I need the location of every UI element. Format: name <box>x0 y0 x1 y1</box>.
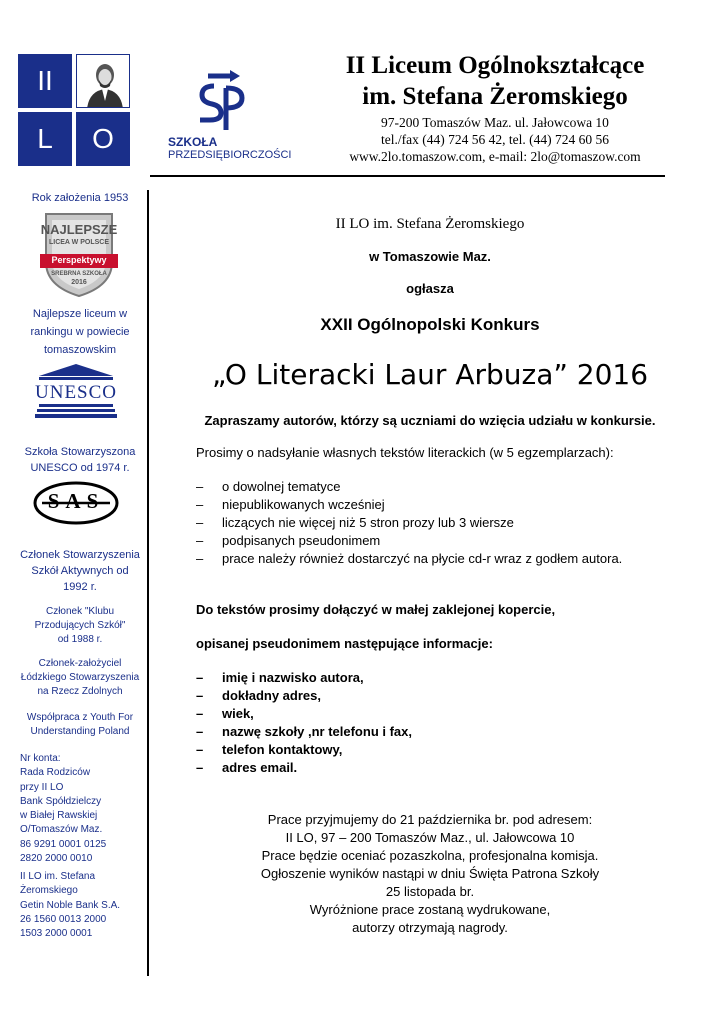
dash-bullet: – <box>196 688 204 703</box>
list-item: – liczących nie więcej niż 5 stron prozy lub 3 wiersze <box>196 515 514 530</box>
logo-letter-o: O <box>76 112 130 166</box>
list-item: – adres email. <box>196 760 298 775</box>
dash-bullet: – <box>196 497 204 512</box>
sas-text <box>18 547 142 595</box>
closing-line: Prace będzie oceniać pozaszkolna, profesjonalna komisja. <box>261 848 599 863</box>
closing-line: II LO, 97 – 200 Tomaszów Maz., ul. Jałowcowa 10 <box>285 830 575 845</box>
sp-logo-line1: SZKOŁA <box>168 135 218 149</box>
logo-letters-ii: II <box>18 54 72 108</box>
dash-bullet: – <box>196 760 204 775</box>
dash-bullet: – <box>196 742 204 757</box>
badge-line2: LICEA W POLSCE <box>48 239 110 246</box>
school-logo <box>18 54 130 166</box>
unesco-line1: Szkoła Stowarzyszona <box>24 446 136 458</box>
closing-line: Wyróżnione prace zostaną wydrukowane, <box>309 902 551 917</box>
account-line: Nr konta: <box>20 753 61 764</box>
account-line: 2820 2000 0010 <box>20 853 93 865</box>
list-item: – wiek, <box>196 706 254 721</box>
info-list <box>196 669 412 777</box>
account-line: Rada Rodziców <box>20 767 91 779</box>
dash-bullet: – <box>196 533 204 548</box>
list-item: – imię i nazwisko autora, <box>196 670 364 685</box>
list-item: – dokładny adres, <box>196 688 321 703</box>
badge-line5: 2016 <box>71 279 87 286</box>
logo-letter-l: L <box>18 112 72 166</box>
lodz-text <box>18 657 142 699</box>
lodz-line1: Członek-założyciel <box>38 658 122 669</box>
closing-info <box>150 811 710 937</box>
perspektywy-badge <box>34 208 124 300</box>
address-line2: tel./fax (44) 724 56 42, tel. (44) 724 60 56 <box>381 132 609 147</box>
account2-line: 1503 2000 0001 <box>20 928 93 940</box>
closing-line: autorzy otrzymają nagrody. <box>352 920 508 935</box>
closing-line: Ogłoszenie wyników nastąpi w dniu Święta Patrona Szkoły <box>260 866 600 881</box>
list-item: – o dowolnej tematyce <box>196 479 341 494</box>
requirements-list <box>196 478 622 568</box>
list-item: – podpisanych pseudonimem <box>196 533 381 548</box>
dash-bullet: – <box>196 706 204 721</box>
unesco-text <box>18 444 142 476</box>
club-line1: Członek "Klubu <box>45 606 115 617</box>
sas-label: SAS <box>47 489 105 513</box>
club-line3: od 1988 r. <box>57 634 103 645</box>
account-line: przy II LO <box>20 781 64 793</box>
sp-logo-line2: PRZEDSIĘBIORCZOŚCI <box>168 149 292 161</box>
ranking-text <box>18 306 142 358</box>
dash-bullet: – <box>196 724 204 739</box>
envelope-instructions-2: opisanej pseudonimem następujące informacje: <box>196 636 493 651</box>
dash-bullet: – <box>196 551 204 566</box>
sidebar-divider <box>147 190 149 976</box>
school-name <box>290 50 700 112</box>
school-name-line2: im. Stefana Żeromskiego <box>362 83 628 110</box>
dash-bullet: – <box>196 479 204 494</box>
account2-line: Getin Noble Bank S.A. <box>20 899 121 911</box>
dash-bullet: – <box>196 670 204 685</box>
sas-logo <box>32 480 120 526</box>
lodz-line3: na Rzecz Zdolnych <box>37 686 123 697</box>
unesco-line2: UNESCO od 1974 r. <box>30 462 130 474</box>
yfu-text <box>18 711 142 739</box>
list-item: – prace należy również dostarczyć na płycie cd-r wraz z godłem autora. <box>196 551 623 566</box>
list-item: – telefon kontaktowy, <box>196 742 343 757</box>
account-line: O/Tomaszów Maz. <box>20 824 103 836</box>
patron-portrait <box>76 54 130 108</box>
badge-line3: Perspektywy <box>51 255 107 265</box>
closing-line: 25 listopada br. <box>385 884 475 899</box>
school-name-line1: II Liceum Ogólnokształcące <box>345 52 645 79</box>
founded-text: Rok założenia 1953 <box>31 192 129 204</box>
club-line2: Przodujących Szkół" <box>34 620 126 631</box>
account2-line: Żeromskiego <box>20 885 78 897</box>
bank-account-2 <box>20 870 144 941</box>
account2-line: II LO im. Stefana <box>20 871 96 882</box>
badge-line1: NAJLEPSZE <box>40 222 118 237</box>
closing-line: Prace przyjmujemy do 21 października br. pod adresem: <box>267 812 593 827</box>
address-line1: 97-200 Tomaszów Maz. ul. Jałowcowa 10 <box>381 115 609 130</box>
sas-line1: Członek Stowarzyszenia <box>20 549 140 561</box>
badge-line4: SREBRNA SZKOŁA <box>51 271 107 277</box>
lodz-line2: Łódzkiego Stowarzyszenia <box>20 672 140 683</box>
entrepreneurship-school-logo <box>168 68 292 168</box>
organizer-city: w Tomaszowie Maz. <box>369 249 491 264</box>
dash-bullet: – <box>196 515 204 530</box>
sp-logo-graphic <box>168 68 278 134</box>
address-line3: www.2lo.tomaszow.com, e-mail: 2lo@tomaszow.com <box>349 149 641 164</box>
school-address <box>290 114 700 165</box>
account-line: Bank Spółdzielczy <box>20 795 102 807</box>
unesco-logo <box>35 362 117 420</box>
sas-line3: 1992 r. <box>63 581 97 593</box>
yfu-line2: Understanding Poland <box>30 726 130 737</box>
club-text <box>18 605 142 647</box>
account-line: 86 9291 0001 0125 <box>20 838 107 850</box>
list-item: – nazwę szkoły ,nr telefonu i fax, <box>196 724 412 739</box>
ranking-line1: Najlepsze liceum w <box>32 308 128 320</box>
organizer-name: II LO im. Stefana Żeromskiego <box>335 216 525 232</box>
sas-line2: Szkół Aktywnych od <box>31 565 129 577</box>
ranking-line3: tomaszowskim <box>43 344 117 356</box>
yfu-line1: Współpraca z Youth For <box>26 712 134 723</box>
account2-line: 26 1560 0013 2000 <box>20 913 107 925</box>
bank-account-1 <box>20 752 144 866</box>
list-item: – niepublikowanych wcześniej <box>196 497 385 512</box>
header-divider <box>150 175 665 177</box>
unesco-label: UNESCO <box>35 382 118 403</box>
submission-request: Prosimy o nadsyłanie własnych tekstów literackich (w 5 egzemplarzach): <box>196 445 614 460</box>
ranking-line2: rankingu w powiecie <box>30 326 130 338</box>
envelope-instructions-1: Do tekstów prosimy dołączyć w małej zaklejonej kopercie, <box>196 602 556 617</box>
announces-text: ogłasza <box>406 281 454 296</box>
invitation-text: Zapraszamy autorów, którzy są uczniami do wzięcia udziału w konkursie. <box>204 413 656 428</box>
contest-name: XXII Ogólnopolski Konkurs <box>320 315 540 334</box>
contest-title: „O Literacki Laur Arbuza” 2016 <box>211 358 649 391</box>
account-line: w Białej Rawskiej <box>20 810 98 822</box>
